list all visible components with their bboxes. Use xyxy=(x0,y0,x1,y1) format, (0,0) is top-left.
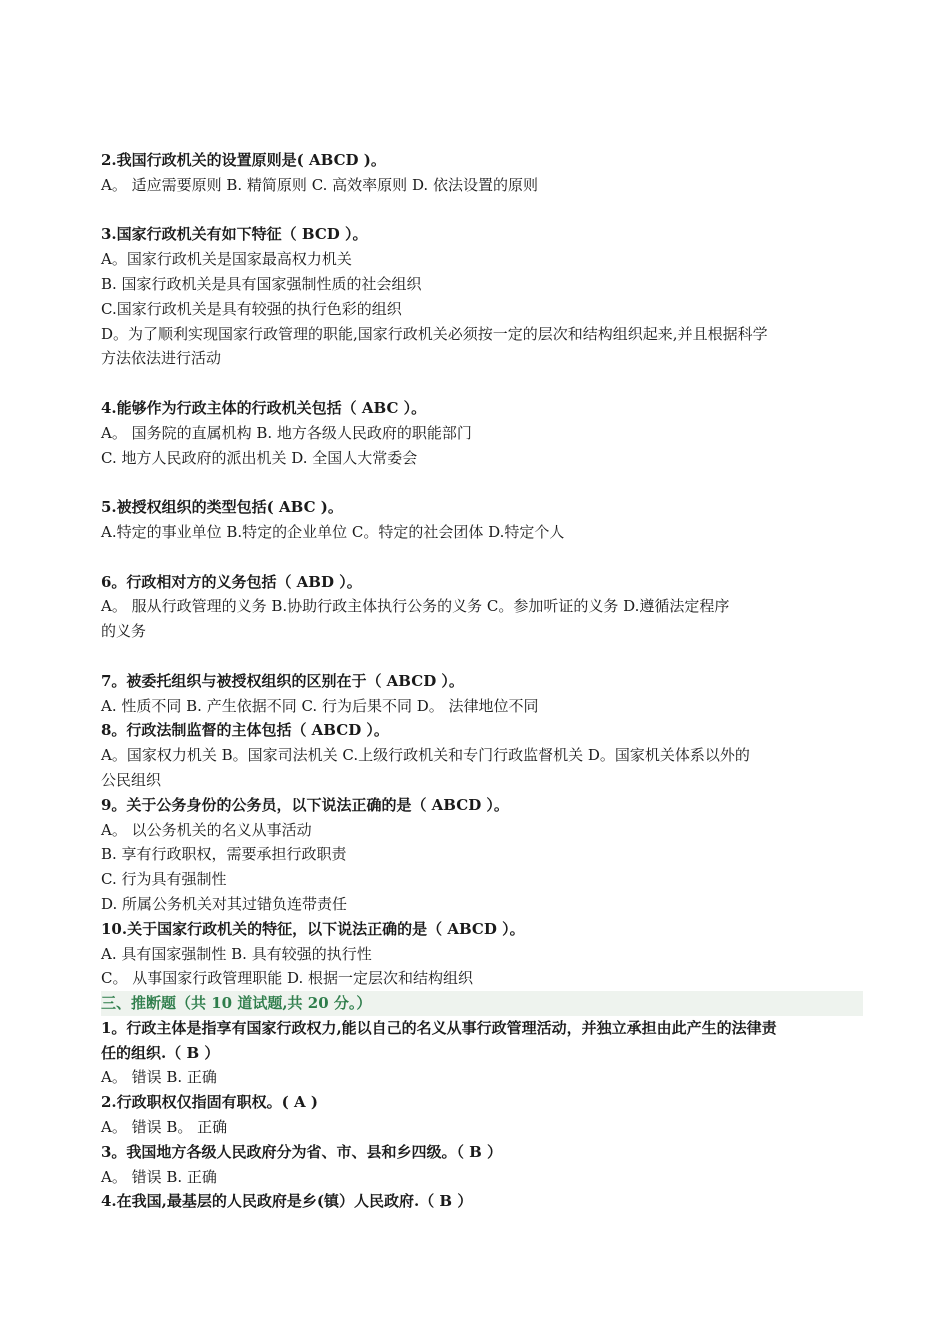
options-line: A。 适应需要原则 B. 精简原则 C. 高效率原则 D. 依法设置的原则 xyxy=(101,175,538,194)
options-line: A.特定的事业单位 B.特定的企业单位 C。特定的社会团体 D.特定个人 xyxy=(101,522,565,541)
judgment-question-2: 2.行政职权仅指固有职权。( A ) xyxy=(101,1093,318,1112)
options-line: A。 错误 B。 正确 xyxy=(101,1118,228,1137)
question-6: 6。行政相对方的义务包括（ ABD ）。 xyxy=(101,572,362,591)
options-line: A。国家权力机关 B。国家司法机关 C.上级行政机关和专门行政监督机关 D。国家机关体系以外的 xyxy=(101,746,750,765)
question-9: 9。关于公务身份的公务员，以下说法正确的是（ ABCD ）。 xyxy=(101,795,509,814)
option-line: 方法依法进行活动 xyxy=(101,349,222,368)
judgment-question-3: 3。我国地方各级人民政府分为省、市、县和乡四级。（ B ） xyxy=(101,1142,503,1161)
question-7: 7。被委托组织与被授权组织的区别在于（ ABCD ）。 xyxy=(101,671,464,690)
options-line: A。 错误 B. 正确 xyxy=(101,1167,217,1186)
options-line: A。 服从行政管理的义务 B.协助行政主体执行公务的义务 C。参加听证的义务 D.遵循法定程序 xyxy=(101,597,730,616)
option-line: C。 从事国家行政管理职能 D. 根据一定层次和结构组织 xyxy=(101,969,474,988)
judgment-question-1-cont: 任的组织.（ B ） xyxy=(101,1043,220,1062)
option-line: D. 所属公务机关对其过错负连带责任 xyxy=(101,894,348,913)
judgment-question-1: 1。行政主体是指享有国家行政权力,能以自己的名义从事行政管理活动，并独立承担由此产生的法律责 xyxy=(101,1018,777,1037)
option-line: D。为了顺利实现国家行政管理的职能,国家行政机关必须按一定的层次和结构组织起来,并且根据科学 xyxy=(101,324,768,343)
options-line: 的义务 xyxy=(101,622,147,641)
options-line: A。 错误 B. 正确 xyxy=(101,1068,217,1087)
option-line: C. 行为具有强制性 xyxy=(101,870,227,889)
option-line: C.国家行政机关是具有较强的执行色彩的组织 xyxy=(101,299,402,318)
option-line: A。 以公务机关的名义从事活动 xyxy=(101,820,312,839)
option-line: C. 地方人民政府的派出机关 D. 全国人大常委会 xyxy=(101,448,418,467)
question-10: 10.关于国家行政机关的特征，以下说法正确的是（ ABCD ）。 xyxy=(101,919,525,938)
option-line: B. 国家行政机关是具有国家强制性质的社会组织 xyxy=(101,274,422,293)
question-2: 2.我国行政机关的设置原则是( ABCD )。 xyxy=(101,151,386,169)
option-line: A。国家行政机关是国家最高权力机关 xyxy=(101,250,352,269)
option-line: A. 具有国家强制性 B. 具有较强的执行性 xyxy=(101,944,372,963)
option-line: A。 国务院的直属机构 B. 地方各级人民政府的职能部门 xyxy=(101,423,472,442)
question-3: 3.国家行政机关有如下特征（ BCD ）。 xyxy=(101,225,368,244)
question-5: 5.被授权组织的类型包括( ABC )。 xyxy=(101,498,343,517)
question-8: 8。行政法制监督的主体包括（ ABCD ）。 xyxy=(101,721,389,740)
option-line: B. 享有行政职权，需要承担行政职责 xyxy=(101,845,347,864)
options-line: A. 性质不同 B. 产生依据不同 C. 行为后果不同 D。 法律地位不同 xyxy=(101,696,539,715)
judgment-question-4: 4.在我国,最基层的人民政府是乡(镇）人民政府.（ B ） xyxy=(101,1192,473,1211)
section-heading: 三、推断题（共 10 道试题,共 20 分。） xyxy=(101,991,863,1016)
document-page xyxy=(101,148,863,1214)
question-4: 4.能够作为行政主体的行政机关包括（ ABC ）。 xyxy=(101,398,427,417)
options-line: 公民组织 xyxy=(101,770,162,789)
